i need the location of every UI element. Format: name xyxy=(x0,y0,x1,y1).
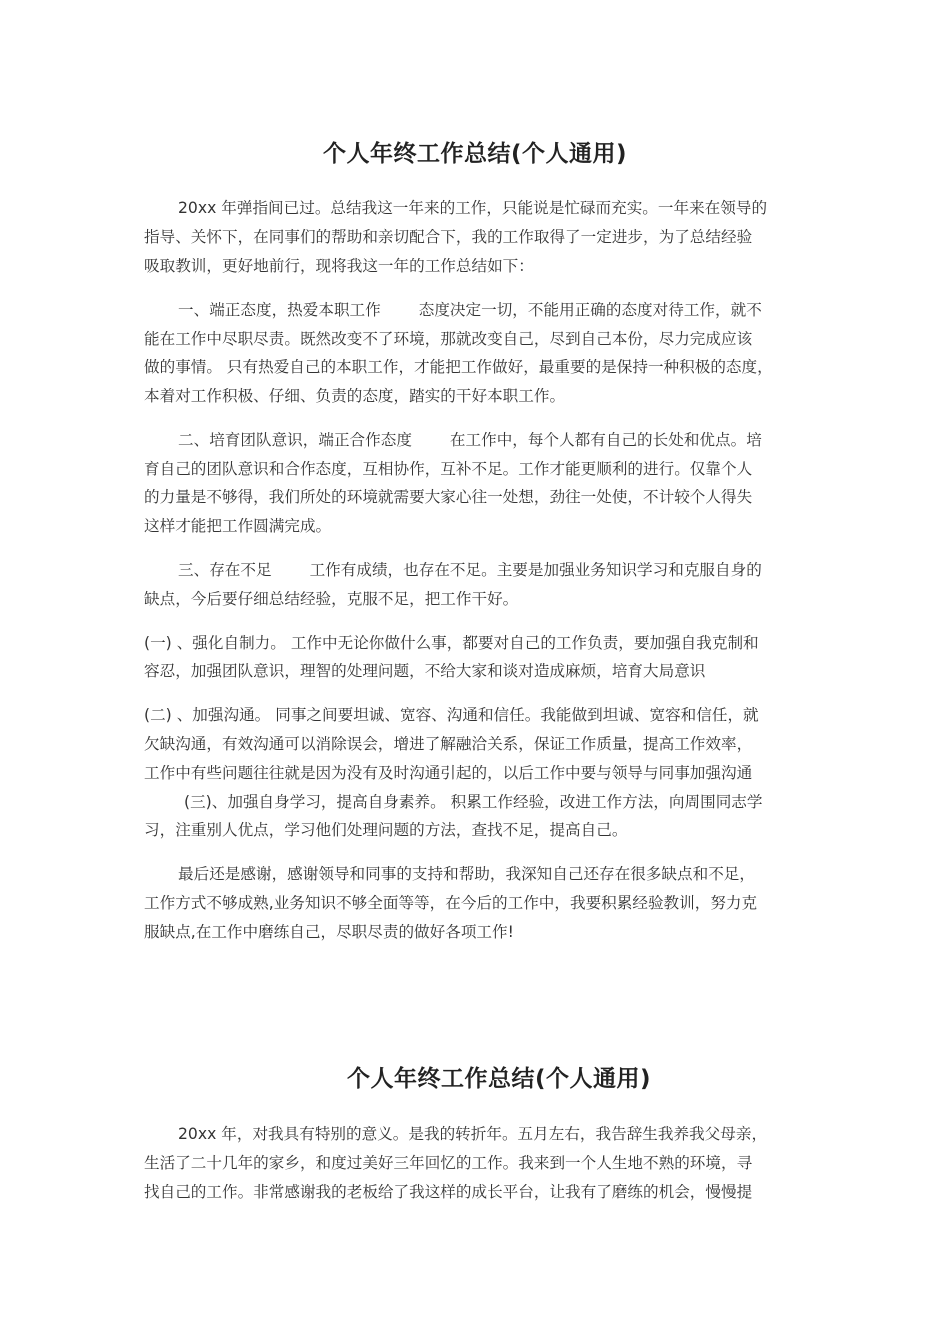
section-one-first-line xyxy=(178,299,824,321)
paragraph-line: 习，注重别人优点，学习他们处理问题的方法，查找不足，提高自己。 xyxy=(144,821,628,839)
paragraph-line: 这样才能把工作圆满完成。 xyxy=(144,517,332,535)
paragraph-line: 育自己的团队意识和合作态度，互相协作，互补不足。工作才能更顺利的进行。仅靠个人 xyxy=(144,460,753,478)
paragraph-line: 能在工作中尽职尽责。既然改变不了环境，那就改变自己，尽到自己本份，尽力完成应该 xyxy=(144,330,753,348)
section-heading: 一、端正态度，热爱本职工作 xyxy=(178,301,381,319)
paragraph-line: 指导、关怀下，在同事们的帮助和亲切配合下，我的工作取得了一定进步，为了总结经验 xyxy=(144,228,753,246)
section-two-first-line xyxy=(178,429,824,451)
paragraph-line: 20xx 年弹指间已过。总结我这一年来的工作，只能说是忙碌而充实。一年来在领导的 xyxy=(178,199,768,217)
paragraph-text: 工作有成绩，也存在不足。主要是加强业务知识学习和克服自身的 xyxy=(309,561,762,579)
paragraph-line: (三)、加强自身学习，提高自身素养。 积累工作经验，改进工作方法，向周围同志学 xyxy=(184,793,763,811)
paragraph-line: 的力量是不够得，我们所处的环境就需要大家心往一处想，劲往一处使，不计较个人得失 xyxy=(144,488,753,506)
paragraph-line: 本着对工作积极、仔细、负责的态度，踏实的干好本职工作。 xyxy=(144,387,566,405)
paragraph-line: 欠缺沟通，有效沟通可以消除误会，增进了解融洽关系，保证工作质量，提高工作效率， xyxy=(144,735,753,753)
paragraph-line: (一) 、强化自制力。 工作中无论你做什么事，都要对自己的工作负责，要加强自我克制和 xyxy=(144,634,759,652)
page-title: 个人年终工作总结(个人通用) xyxy=(322,141,628,167)
section-heading: 三、存在不足 xyxy=(178,561,272,579)
section-three-first-line xyxy=(178,559,824,581)
paragraph-text: 态度决定一切，不能用正确的态度对待工作，就不 xyxy=(418,301,762,319)
paragraph-line: 服缺点,在工作中磨练自己，尽职尽责的做好各项工作! xyxy=(144,923,514,941)
section-heading: 二、培育团队意识，端正合作态度 xyxy=(178,431,412,449)
paragraph-line: 工作中有些问题往往就是因为没有及时沟通引起的，以后工作中要与领导与同事加强沟通 xyxy=(144,764,753,782)
paragraph-line: 20xx 年，对我具有特别的意义。是我的转折年。五月左右，我告辞生我养我父母亲， xyxy=(178,1125,768,1143)
paragraph-line: 最后还是感谢，感谢领导和同事的支持和帮助，我深知自己还存在很多缺点和不足， xyxy=(178,865,755,883)
page-title: 个人年终工作总结(个人通用) xyxy=(346,1066,652,1092)
paragraph-line: 容忍，加强团队意识，理智的处理问题，不给大家和谈对造成麻烦，培育大局意识 xyxy=(144,662,706,680)
paragraph-line: 做的事情。 只有热爱自己的本职工作，才能把工作做好，最重要的是保持一种积极的态度， xyxy=(144,358,773,376)
paragraph-line: (二) 、加强沟通。 同事之间要坦诚、宽容、沟通和信任。我能做到坦诚、宽容和信任，就 xyxy=(144,706,759,724)
paragraph-line: 生活了二十几年的家乡，和度过美好三年回忆的工作。我来到一个人生地不熟的环境，寻 xyxy=(144,1154,753,1172)
paragraph-line: 缺点，今后要仔细总结经验，克服不足，把工作干好。 xyxy=(144,590,519,608)
paragraph-line: 工作方式不够成熟,业务知识不够全面等等，在今后的工作中，我要积累经验教训，努力克 xyxy=(144,894,758,912)
paragraph-line: 吸取教训，更好地前行，现将我这一年的工作总结如下： xyxy=(144,257,534,275)
paragraph-text: 在工作中，每个人都有自己的长处和优点。培 xyxy=(449,431,762,449)
paragraph-line: 找自己的工作。非常感谢我的老板给了我这样的成长平台，让我有了磨练的机会，慢慢提 xyxy=(144,1183,753,1201)
